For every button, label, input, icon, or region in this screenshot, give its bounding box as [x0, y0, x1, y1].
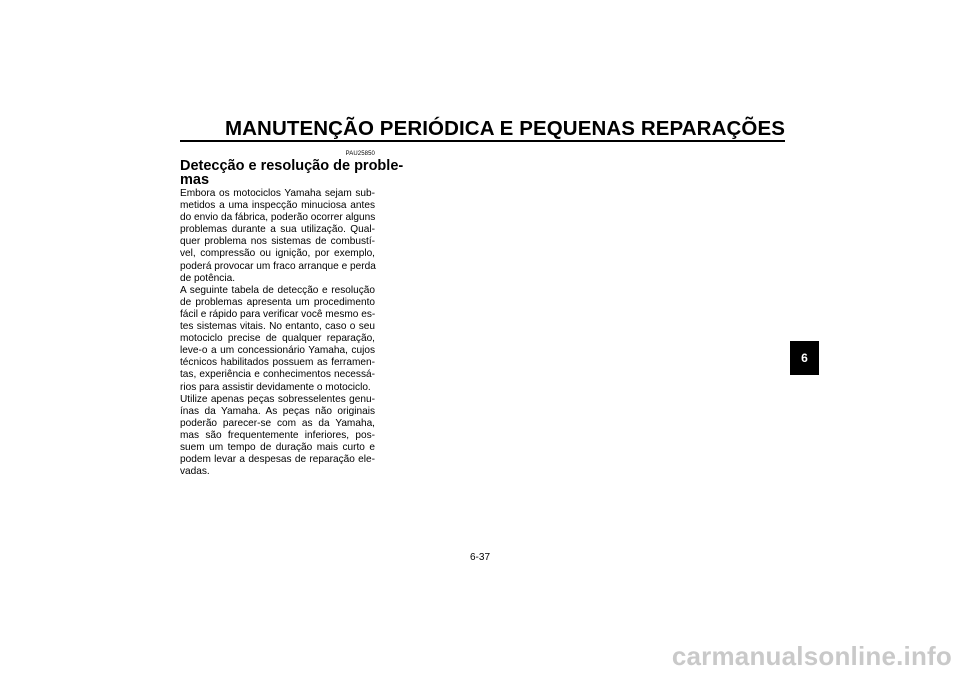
body-text-line: ínas da Yamaha. As peças não originais — [180, 405, 375, 417]
body-text-line: técnicos habilitados possuem as ferramen- — [180, 357, 375, 369]
body-text-line: poderá provocar um fraco arranque e perda — [180, 260, 376, 272]
chapter-tab — [790, 341, 819, 375]
body-text-line: tas, experiência e conhecimentos necessá- — [180, 369, 375, 381]
chapter-tab-number: 6 — [801, 351, 808, 365]
body-text-line: mas são frequentemente inferiores, pos- — [180, 429, 375, 441]
body-text-line: rios para assistir devidamente o motociclo. — [180, 381, 371, 393]
body-text-line: de potência. — [180, 272, 235, 284]
body-text-line: metidos a uma inspecção minuciosa antes — [180, 200, 375, 212]
body-text-line: A seguinte tabela de detecção e resolução — [180, 284, 375, 296]
body-text-line: problemas durante a sua utilização. Qual- — [180, 224, 375, 236]
body-text-line: vadas. — [180, 466, 210, 478]
body-text-line: leve-o a um concessionário Yamaha, cujos — [180, 345, 375, 357]
section-title — [180, 158, 404, 188]
page-header-title: MANUTENÇÃO PERIÓDICA E PEQUENAS REPARAÇÕES — [224, 117, 785, 140]
body-text-line: Embora os motociclos Yamaha sejam sub- — [180, 188, 375, 199]
body-text-line: de problemas apresenta um procedimento — [180, 296, 375, 308]
section-reference-code: PAU25850 — [345, 151, 375, 157]
body-text-line: do envio da fábrica, poderão ocorrer alguns — [180, 212, 376, 224]
body-text-line: tes sistemas vitais. No entanto, caso o seu — [180, 321, 375, 333]
body-text-line: poderão parecer-se com as da Yamaha, — [180, 417, 375, 429]
section-title-line: mas — [180, 172, 210, 188]
watermark: carmanualsonline.info — [671, 641, 952, 671]
section-body-text — [180, 188, 375, 478]
body-text-line: vel, compressão ou ignição, por exemplo, — [180, 248, 375, 260]
page-number: 6-37 — [469, 552, 490, 563]
body-text-line: Utilize apenas peças sobresselentes genu- — [180, 393, 375, 405]
body-text-line: quer problema nos sistemas de combustí- — [180, 236, 375, 248]
body-text-line: suem um tempo de duração mais curto e — [180, 441, 375, 453]
body-text-line: fácil e rápido para verificar você mesmo es- — [180, 308, 376, 320]
body-text-line: motociclo precise de qualquer reparação, — [180, 333, 375, 345]
body-text-line: podem levar a despesas de reparação ele- — [180, 454, 375, 466]
header-divider — [180, 140, 785, 142]
section-title-line: Detecção e resolução de proble- — [180, 158, 404, 174]
